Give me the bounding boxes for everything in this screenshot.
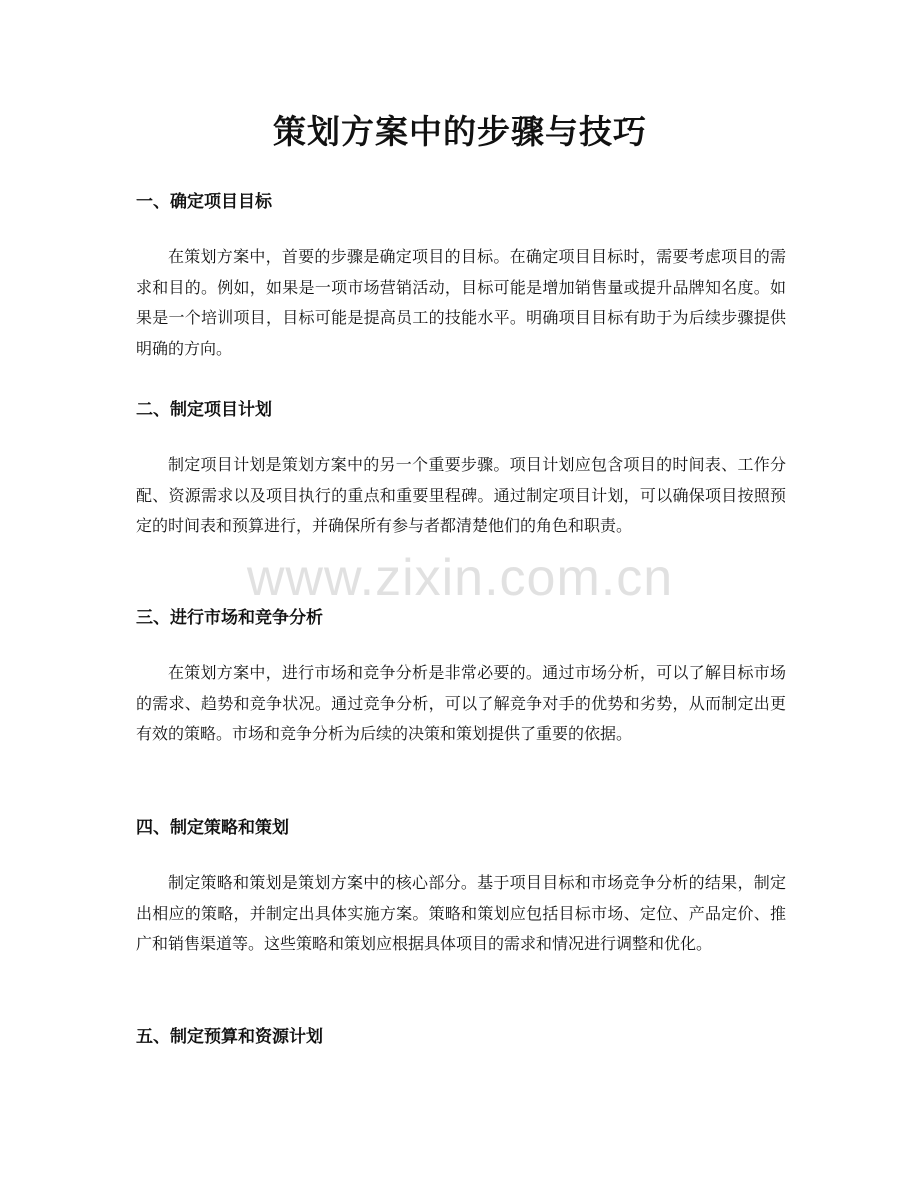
section-body: 在策划方案中，进行市场和竞争分析是非常必要的。通过市场分析，可以了解目标市场的需求、趋势和竞争状况。通过竞争分析，可以了解竞争对手的优势和劣势，从而制定出更有效的策略。市场和竞争分析为后续的决策和策划提供了重要的依据。 xyxy=(136,663,786,743)
watermark-text: www.zixin.com.cn xyxy=(246,549,674,607)
section-body: 制定策略和策划是策划方案中的核心部分。基于项目目标和市场竞争分析的结果，制定出相应的策略，并制定出具体实施方案。策略和策划应包括目标市场、定位、产品定价、推广和销售渠道等。这些策略和策划应根据具体项目的需求和情况进行调整和优化。 xyxy=(136,873,786,953)
section-heading: 四、制定策略和策划 xyxy=(136,818,289,838)
section-heading: 二、制定项目计划 xyxy=(136,400,272,420)
section-body: 制定项目计划是策划方案中的另一个重要步骤。项目计划应包含项目的时间表、工作分配、资源需求以及项目执行的重点和重要里程碑。通过制定项目计划，可以确保项目按照预定的时间表和预算进行，并确保所有参与者都清楚他们的角色和职责。 xyxy=(136,455,786,535)
section-2 xyxy=(136,397,786,542)
section-3 xyxy=(136,605,786,750)
section-heading: 五、制定预算和资源计划 xyxy=(136,1027,323,1047)
document-title: 策划方案中的步骤与技巧 xyxy=(273,112,647,151)
section-1 xyxy=(136,189,786,364)
section-4 xyxy=(136,815,786,960)
section-heading: 三、进行市场和竞争分析 xyxy=(136,608,323,628)
section-5 xyxy=(136,1024,786,1050)
section-heading: 一、确定项目目标 xyxy=(136,192,272,212)
section-body: 在策划方案中，首要的步骤是确定项目的目标。在确定项目目标时，需要考虑项目的需求和目的。例如，如果是一项市场营销活动，目标可能是增加销售量或提升品牌知名度。如果是一个培训项目，目标可能是提高员工的技能水平。明确项目目标有助于为后续步骤提供明确的方向。 xyxy=(136,247,786,358)
